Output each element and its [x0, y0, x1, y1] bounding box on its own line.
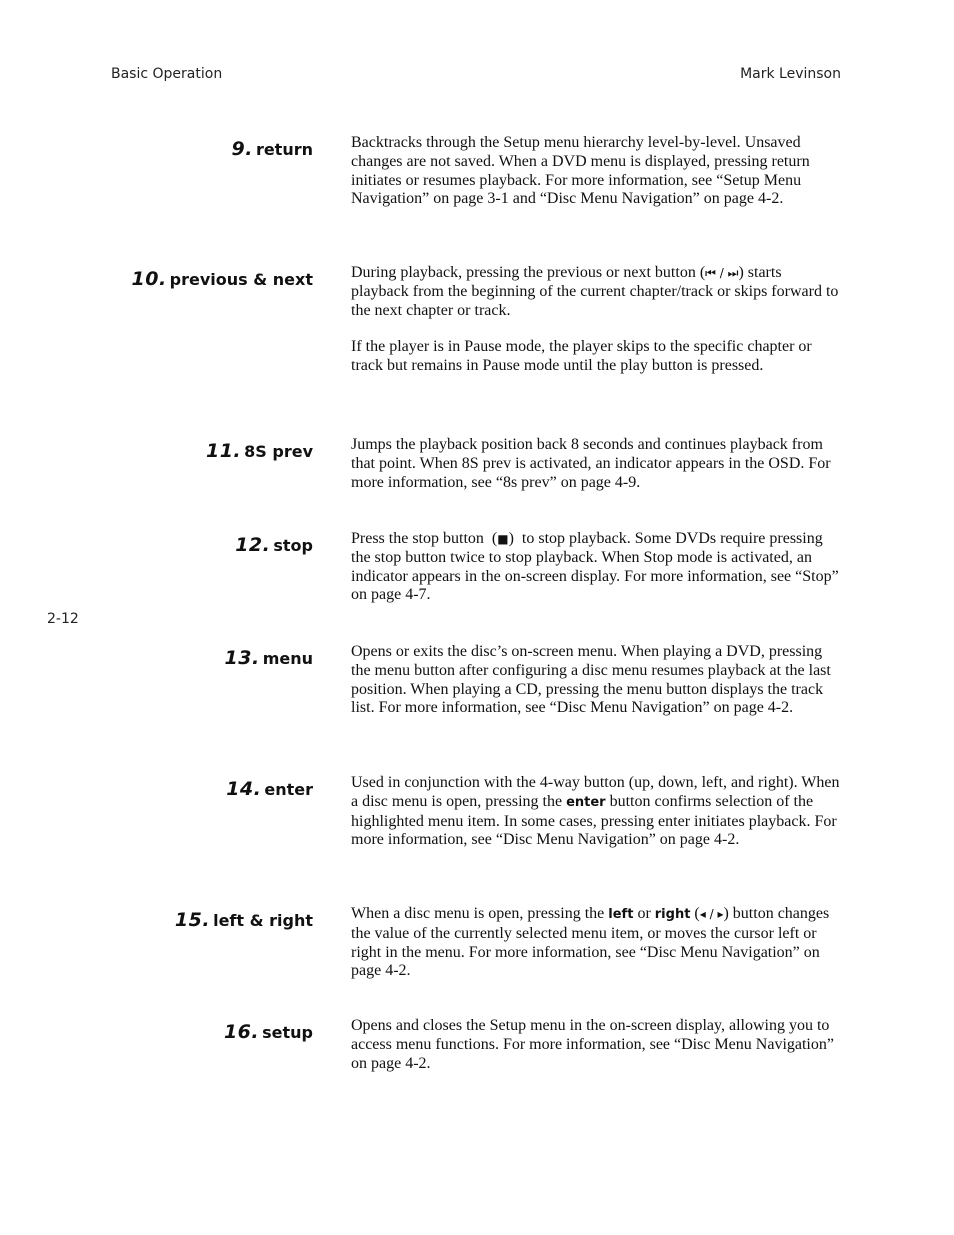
entry-number: 16.: [223, 1021, 260, 1043]
entry-label: [226, 778, 313, 800]
keyword-enter: enter: [566, 794, 606, 810]
entry-name: menu: [262, 649, 313, 668]
text-run: Press the stop button (: [351, 530, 498, 547]
entry-label: [231, 138, 313, 160]
entry-paragraph: [351, 530, 843, 605]
entry-description: [351, 530, 843, 623]
entry-paragraph: Opens or exits the disc’s on-screen menu. When playing a DVD, pressing the menu button after configuring a disc menu resumes playback at the last position. When playing a CD, pressing the menu button displays the track list. For more information, see “Disc Menu Navigation” on page 4-2.: [351, 643, 831, 717]
text-run: Used in conjunction with the 4-way button (up, down, left, and right). When a disc menu is open, pressing the: [351, 774, 840, 810]
text-run: or: [633, 905, 655, 922]
keyword-left: left: [608, 907, 634, 922]
text-run: ) button changes the value of the currently selected menu item, or moves the cursor left or right in the menu. For more information, see “Disc Menu Navigation” on page 4-2.: [351, 905, 830, 980]
entry-name: stop: [273, 536, 313, 555]
entry-label: [224, 1021, 313, 1043]
entry-label: [235, 534, 313, 556]
stop-icon: ■: [497, 532, 509, 546]
entry-description: [351, 436, 843, 510]
text-run: During playback, pressing the previous or next button (: [351, 264, 706, 281]
entry-paragraph: Opens and closes the Setup menu in the on-screen display, allowing you to access menu functions. For more information, see “Disc Menu Navigation” on page 4-2.: [351, 1017, 834, 1072]
entry-description: [351, 905, 843, 999]
entry-paragraph: [351, 905, 843, 981]
entry-description: [351, 264, 843, 394]
entry-description: [351, 1017, 843, 1091]
entry-number: 11.: [205, 440, 242, 462]
entry-description: [351, 774, 843, 868]
entry-number: 10.: [131, 268, 167, 290]
entry-paragraph: [351, 774, 843, 850]
entry-label: [206, 440, 313, 462]
entry-paragraph: Backtracks through the Setup menu hierarchy level-by-level. Unsaved changes are not saved. When a DVD menu is displayed, pressing return initiates or resumes playback. For more information, see “Setup Menu Navigation” on page 3-1 and “Disc Menu Navigation” on page 4-2.: [351, 134, 810, 208]
text-run: button confirms selection of the highlighted menu item. In some cases, pressing enter initiates playback. For more information, see “Disc Menu Navigation” on page 4-2.: [351, 792, 837, 849]
entry-number: 13.: [224, 647, 260, 669]
entry-number: 12.: [235, 534, 271, 556]
text-run: (: [690, 905, 700, 922]
running-header-section: Basic Operation: [111, 66, 223, 82]
page-number: 2-12: [47, 611, 79, 627]
text-run: ) to stop playback. Some DVDs require pressing the stop button twice to stop playback. When Stop mode is activated, an indicator appears in the on-screen display. For more information, see “Stop” on page 4-7.: [351, 530, 843, 604]
entry-name: enter: [264, 780, 313, 799]
entry-description: [351, 134, 843, 227]
left-right-arrows-icon: ◂ / ▸: [699, 907, 724, 921]
text-run: ) starts playback from the beginning of the current chapter/track or skips forward to the next chapter or track.: [351, 264, 839, 319]
entry-number: 9.: [231, 138, 253, 160]
entry-description: [351, 643, 843, 736]
entry-paragraph: If the player is in Pause mode, the player skips to the specific chapter or track but remains in Pause mode until the play button is pressed.: [351, 338, 812, 375]
entry-name: left & right: [213, 911, 313, 930]
entry-number: 15.: [174, 909, 211, 931]
entry-label: [225, 647, 313, 669]
entry-label: [175, 909, 313, 931]
entry-label: [132, 268, 314, 290]
previous-next-icon: ⏮ / ⏭: [705, 266, 739, 280]
entry-number: 14.: [226, 778, 262, 800]
keyword-right: right: [654, 907, 691, 922]
running-header-brand: Mark Levinson: [740, 66, 841, 82]
entry-paragraph: [351, 264, 843, 320]
entry-name: return: [255, 140, 313, 159]
entry-name: setup: [262, 1023, 313, 1042]
entry-paragraph: Jumps the playback position back 8 seconds and continues playback from that point. When 8S prev is activated, an indicator appears in the OSD. For more information, see “8s prev” on page 4-9.: [351, 436, 831, 491]
entry-name: 8S prev: [244, 442, 313, 461]
text-run: When a disc menu is open, pressing the: [351, 905, 609, 922]
entry-name: previous & next: [169, 270, 313, 289]
